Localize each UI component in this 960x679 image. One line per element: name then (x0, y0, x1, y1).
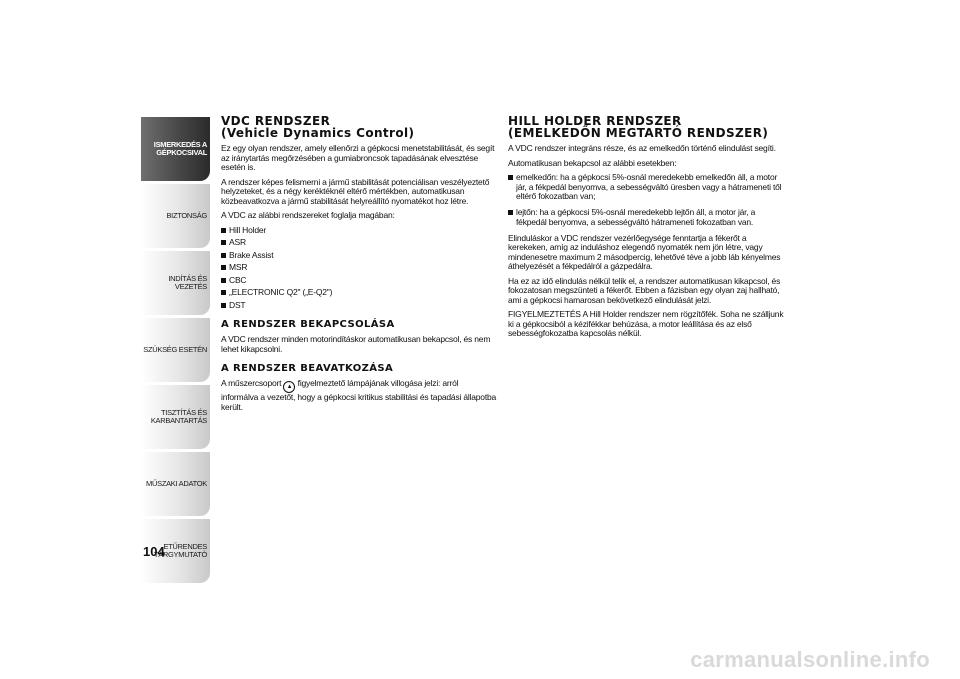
paragraph: A VDC rendszer minden motorindításkor automatikusan bekapcsol, és nem lehet kikapcsolni. (221, 334, 491, 354)
chapter-tabs (141, 117, 210, 586)
bullet-box-icon (221, 290, 226, 295)
hill-holder-section (508, 115, 784, 344)
list-item: CBC (221, 276, 497, 286)
bullet-box-icon (508, 175, 513, 180)
warning-paragraph: FIGYELMEZTETÉS A Hill Holder rendszer nem rögzítőfék. Soha ne szálljunk ki a gépkocsiból a kézifékkar behúzása, a motor leállítása és az első sebességfokozatba kapcsolás nélkül. (508, 309, 784, 338)
bullet-box-icon (221, 278, 226, 283)
paragraph: A VDC az alábbi rendszereket foglalja magában: (221, 210, 395, 220)
section-title (508, 115, 784, 139)
title-line-2: (Vehicle Dynamics Control) (221, 126, 415, 140)
case-list (508, 173, 784, 227)
paragraph: A rendszer képes felismerni a jármű stabilitását potenciálisan veszélyeztető helyzeteket, és a négy keréktéknél eltérő mértékben, automatikusan közbeavatkozva a jármű stabilitását helyreállító nyomatékot hoz létre. (221, 176, 490, 206)
tab-label: INDÍTÁS ÉS VEZETÉS (168, 274, 207, 291)
paragraph: Automatikusan bekapcsol az alábbi esetekben: (508, 157, 677, 168)
title-line-2: (EMELKEDŐN MEGTARTÓ RENDSZER) (508, 126, 769, 140)
list-item: „ELECTRONIC Q2" („E-Q2") (221, 288, 497, 298)
tab-muszaki[interactable] (141, 452, 210, 516)
tab-label: TISZTÍTÁS ÉS KARBANTARTÁS (150, 408, 207, 425)
vdc-section (221, 115, 497, 417)
tab-label: BIZTONSÁG (166, 211, 207, 220)
tab-tisztitas[interactable] (141, 385, 210, 449)
tab-label: ETŰRENDES TÁRGYMUTATÓ (153, 542, 207, 559)
bullet-box-icon (508, 210, 513, 215)
watermark: carmanualsonline.info (690, 647, 930, 672)
tab-ismerkedes[interactable] (141, 117, 210, 181)
list-item: emelkedőn: ha a gépkocsi 5%-osnál meredekebb emelkedőn áll, a motor jár, a fékpedál benyomva, a sebességváltó üresben vagy a hátrameneti től eltérő fokozatban van; (508, 173, 784, 202)
section-title (221, 115, 497, 139)
bullet-box-icon (221, 240, 226, 245)
bullet-box-icon (221, 228, 226, 233)
paragraph: A műszercsoport ▲ figyelmeztető lámpájának villogása jelzi: arról informálva a vezetőt, hogy a gépkocsi kritikus stabilitási és tapadási állapotba került. (221, 378, 497, 412)
bullet-box-icon (221, 265, 226, 270)
page-number: 104 (143, 544, 165, 559)
paragraph: Elinduláskor a VDC rendszer vezérlőegysége fenntartja a fékerőt a kerekeken, amíg az induláshoz elegendő nyomaték nem jön létre, vagy mindenesetre maximum 2 másodpercig, lehetővé téve a jobb láb kényelmes áthelyezését a fékpedálról a gázpedálra. (508, 232, 781, 271)
list-item: MSR (221, 263, 497, 273)
bullet-box-icon (221, 253, 226, 258)
vdc-warning-lamp-icon: ▲ (283, 381, 295, 393)
tab-label: SZÜKSÉG ESETÉN (143, 345, 207, 354)
paragraph: A VDC rendszer integráns része, és az emelkedőn történő elindulást segíti. (508, 143, 776, 153)
list-item: DST (221, 301, 497, 311)
list-item: lejtőn: ha a gépkocsi 5%-osnál meredekebb lejtőn áll, a motor jár, a fékpedál benyomva, a sebességváltó hátrameneti fokozatban van. (508, 208, 784, 227)
paragraph: Ha ez az idő elindulás nélkül telik el, a rendszer automatikusan kikapcsol, és fokozatosan megszünteti a fékerőt. Ebben a fázisban egy olyan zaj hallható, ami a gépkocsi hamarosan bekövetkező elindulását jelzi. (508, 275, 781, 305)
system-list (221, 226, 497, 311)
tab-biztonsag[interactable] (141, 184, 210, 248)
tab-inditas[interactable] (141, 251, 210, 315)
tab-szukseg[interactable] (141, 318, 210, 382)
tab-label: MŰSZAKI ADATOK (146, 479, 207, 488)
title-line-1: VDC RENDSZER (221, 114, 331, 128)
list-item: Brake Assist (221, 251, 497, 261)
subheading-bekapcsolas: A RENDSZER BEKAPCSOLÁSA (221, 319, 395, 330)
title-line-1: HILL HOLDER RENDSZER (508, 114, 682, 128)
list-item: ASR (221, 238, 497, 248)
list-item: Hill Holder (221, 226, 497, 236)
paragraph: Ez egy olyan rendszer, amely ellenőrzi a gépkocsi menetstabilitását, és segít az iránytartás megőrzésében a gumiabroncsok tapadásának elvesztése esetén is. (221, 143, 495, 172)
bullet-box-icon (221, 303, 226, 308)
tab-label: ISMERKEDÉS A GÉPKOCSIVAL (153, 140, 207, 157)
subheading-beavatkozas: A RENDSZER BEAVATKOZÁSA (221, 363, 394, 374)
